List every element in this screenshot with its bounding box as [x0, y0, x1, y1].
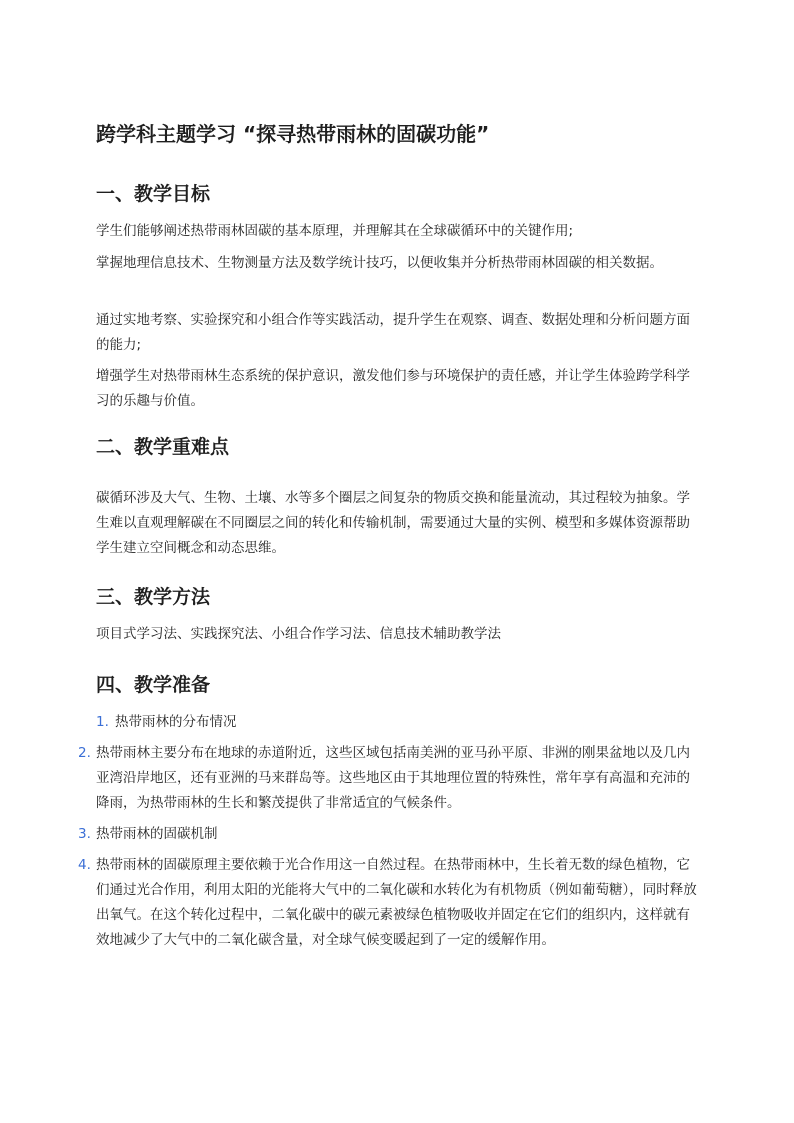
- list-number: 4.: [78, 857, 91, 873]
- list-number: 1.: [96, 714, 109, 730]
- list-item-text: 热带雨林的固碳原理主要依赖于光合作用这一自然过程。在热带雨林中，生长着无数的绿色植物，它们通过光合作用，利用太阳的光能将大气中的二氧化碳和水转化为有机物质（例如葡萄糖），同时释放出氧气。在这个转化过程中，二氧化碳中的碳元素被绿色植物吸收并固定在它们的组织内，这样就有效地减少了大气中的二氧化碳含量，对全球气候变暖起到了一定的缓解作用。: [96, 857, 697, 948]
- list-item: [78, 822, 698, 847]
- list-item: [96, 710, 698, 735]
- list-item: [78, 741, 698, 816]
- list-item: [78, 853, 698, 953]
- methods-paragraph: 项目式学习法、实践探究法、小组合作学习法、信息技术辅助教学法: [96, 626, 501, 642]
- goal-paragraph: 掌握地理信息技术、生物测量方法及数学统计技巧，以便收集并分析热带雨林固碳的相关数据。: [96, 255, 663, 271]
- section-heading-teaching-methods: 三、教学方法: [96, 586, 211, 608]
- section-heading-teaching-preparation: 四、教学准备: [96, 674, 211, 696]
- goal-paragraph: 学生们能够阐述热带雨林固碳的基本原理，并理解其在全球碳循环中的关键作用;: [96, 223, 574, 239]
- difficulties-paragraph: 碳循环涉及大气、生物、土壤、水等多个圈层之间复杂的物质交换和能量流动，其过程较为抽象。学生难以直观理解碳在不同圈层之间的转化和传输机制，需要通过大量的实例、模型和多媒体资源帮助学生建立空间概念和动态思维。: [96, 490, 690, 556]
- section-heading-teaching-goals: 一、教学目标: [96, 183, 211, 205]
- list-number: 3.: [78, 826, 91, 842]
- list-item-text: 热带雨林的分布情况: [115, 714, 237, 730]
- preparation-list: [78, 710, 698, 959]
- goal-paragraph: 增强学生对热带雨林生态系统的保护意识，激发他们参与环境保护的责任感，并让学生体验跨学科学习的乐趣与价值。: [96, 368, 690, 409]
- section-heading-key-difficulties: 二、教学重难点: [96, 436, 230, 458]
- list-number: 2.: [78, 745, 91, 761]
- list-item-text: 热带雨林主要分布在地球的赤道附近，这些区域包括南美洲的亚马孙平原、非洲的刚果盆地以及几内亚湾沿岸地区，还有亚洲的马来群岛等。这些地区由于其地理位置的特殊性，常年享有高温和充沛的降雨，为热带雨林的生长和繁茂提供了非常适宜的气候条件。: [96, 745, 690, 811]
- list-item-text: 热带雨林的固碳机制: [96, 826, 218, 842]
- goal-paragraph: 通过实地考察、实验探究和小组合作等实践活动，提升学生在观察、调查、数据处理和分析问题方面的能力;: [96, 312, 690, 353]
- document-title: 跨学科主题学习 “探寻热带雨林的固碳功能”: [96, 122, 490, 146]
